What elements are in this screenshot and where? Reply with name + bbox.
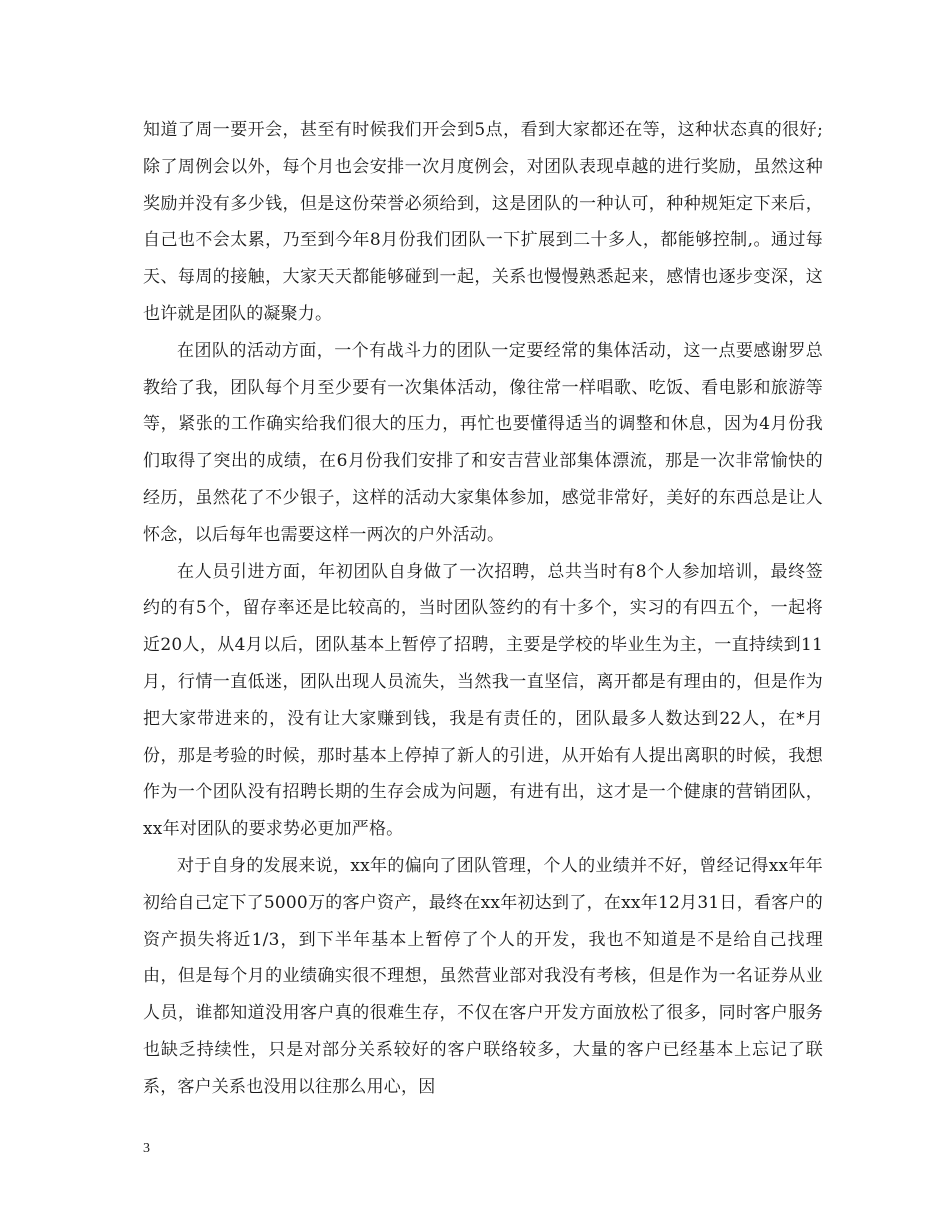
paragraph: 在人员引进方面，年初团队自身做了一次招聘，总共当时有8个人参加培训，最终签约的有5个，留存率还是比较高的，当时团队签约的有十多个，实习的有四五个，一起将近20人，从4月以后，团队基本上暂停了招聘，主要是学校的毕业生为主，一直持续到11月，行情一直低迷，团队出现人员流失，当然我一直坚信，离开都是有理由的，但是作为把大家带进来的，没有让大家赚到钱，我是有责任的，团队最多人数达到22人，在*月份，那是考验的时候，那时基本上停掉了新人的引进，从开始有人提出离职的时候，我想作为一个团队没有招聘长期的生存会成为问题，有进有出，这才是一个健康的营销团队，xx年对团队的要求势必更加严格。 [143, 561, 823, 840]
paragraph: 知道了周一要开会，甚至有时候我们开会到5点，看到大家都还在等，这种状态真的很好;除了周例会以外，每个月也会安排一次月度例会，对团队表现卓越的进行奖励，虽然这种奖励并没有多少钱，但是这份荣誉必须给到，这是团队的一种认可，种种规矩定下来后，自己也不会太累，乃至到今年8月份我们团队一下扩展到二十多人，都能够控制,。通过每天、每周的接触，大家天天都能够碰到一起，关系也慢慢熟悉起来，感情也逐步变深，这也许就是团队的凝聚力。 [143, 120, 823, 324]
paragraph: 在团队的活动方面，一个有战斗力的团队一定要经常的集体活动，这一点要感谢罗总教给了我，团队每个月至少要有一次集体活动，像往常一样唱歌、吃饭、看电影和旅游等等，紧张的工作确实给我们很大的压力，再忙也要懂得适当的调整和休息，因为4月份我们取得了突出的成绩，在6月份我们安排了和安吉营业部集体漂流，那是一次非常愉快的经历，虽然花了不少银子，这样的活动大家集体参加，感觉非常好，美好的东西总是让人怀念，以后每年也需要这样一两次的户外活动。 [143, 340, 823, 545]
page-number: 3 [143, 1141, 150, 1156]
paragraph: 对于自身的发展来说，xx年的偏向了团队管理，个人的业绩并不好，曾经记得xx年年初给自己定下了5000万的客户资产，最终在xx年初达到了，在xx年12月31日，看客户的资产损失将近1/3，到下半年基本上暂停了个人的开发，我也不知道是不是给自己找理由，但是每个月的业绩确实很不理想，虽然营业部对我没有考核，但是作为一名证券从业人员，谁都知道没用客户真的很难生存，不仅在客户开发方面放松了很多，同时客户服务也缺乏持续性，只是对部分关系较好的客户联络较多，大量的客户已经基本上忘记了联系，客户关系也没用以往那么用心，因 [143, 855, 823, 1097]
document-body [143, 112, 823, 1106]
